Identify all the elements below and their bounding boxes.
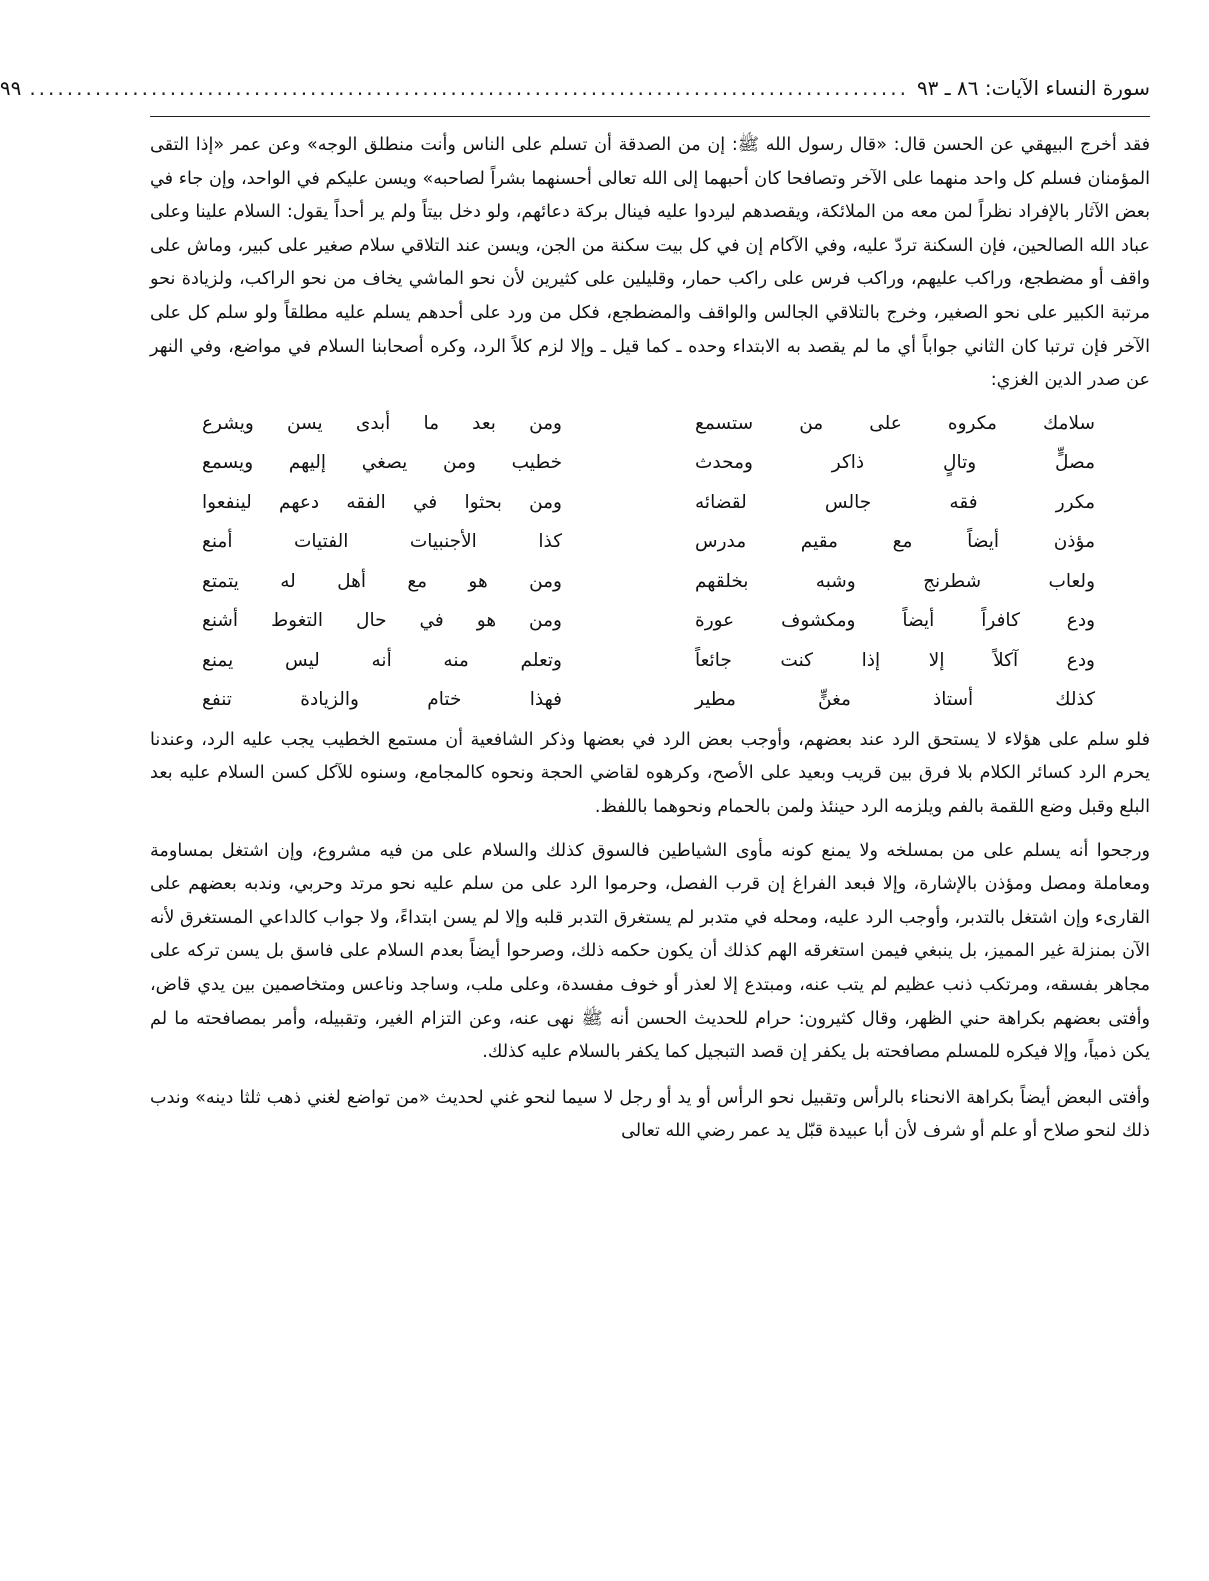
verse-first-hemistich: ودع كافراً أيضاً ومكشوف عورة [695,610,1095,632]
verse-first-hemistich: مؤذن أيضاً مع مقيم مدرس [695,531,1095,553]
verse-second-hemistich: كذا الأجنبيات الفتيات أمنع [202,531,562,553]
verse-second-hemistich: ومن بحثوا في الفقه دعهم لينفعوا [202,491,562,513]
verse-second-hemistich: فهذا ختام والزيادة تنفع [202,689,562,711]
verse-first-hemistich: سلامك مكروه على من ستسمع [695,412,1095,434]
verse-first-hemistich: مكرر فقه جالس لقضائه [695,491,1095,513]
verse-first-hemistich: ولعاب شطرنج وشبه بخلقهم [695,570,1095,592]
poem-verse [150,522,1150,562]
verse-second-hemistich: ومن هو مع أهل له يتمتع [202,570,562,592]
poem-block [150,404,1150,720]
intro-paragraph: فقد أخرج البيهقي عن الحسن قال: «قال رسول الله ﷺ: إن من الصدقة أن تسلم على الناس وأنت منطلق الوجه» وعن عمر «إذا التقى المؤمنان فسلم كل واحد منهما على الآخر وتصافحا كان أحبهما إلى الله تعالى أحسنهما بشراً لصاحبه» ويسن عليكم في الواحد، وإن جاء في بعض الآثار بالإفراد نظراً لمن معه من الملائكة، ويقصدهم ليردوا عليه فينال بركة دعائهم، ولو دخل بيتاً ولم ير أحداً يقول: السلام علينا وعلى عباد الله الصالحين، فإن السكنة تردّ عليه، وفي الآكام إن في كل بيت سكنة من الجن، ويسن عند التلاقي سلام صغير على كبير، وماش على واقف أو مضطجع، وراكب عليهم، وراكب فرس على راكب حمار، وقليلين على كثيرين لأن نحو الماشي يخاف من نحو الراكب، ولزيادة نحو مرتبة الكبير على نحو الصغير، وخرج بالتلاقي الجالس والواقف والمضطجع، فكل من ورد على أحدهم يسلم عليه مطلقاً ولو سلم كل على الآخر فإن ترتبا كان الثاني جواباً أي ما لم يقصد به الابتداء وحده ـ كما قيل ـ وإلا لزم كلاً الرد، وكره أصحابنا السلام في مواضع، وفي النهر عن صدر الدين الغزي: [150,135,1150,391]
running-title: سورة النساء الآيات: ٨٦ ـ ٩٣ [916,76,1150,100]
poem-verse [150,562,1150,602]
poem-verse [150,601,1150,641]
verse-second-hemistich: ومن هو في حال التغوط أشنع [202,610,562,632]
poem-verse [150,443,1150,483]
rajjahu-paragraph: ورجحوا أنه يسلم على من بمسلخه ولا يمنع كونه مأوى الشياطين فالسوق كذلك والسلام على من فيه مشروع، وإن اشتغل بمساومة ومعاملة ومصل ومؤذن بالإشارة، وإلا فبعد الفراغ إن قرب الفصل، وحرموا الرد على من سلم عليه نحو مرتد وحربي، وندبه بعضهم على القارىء وإن اشتغل بالتدبر، وأوجب الرد عليه، ومحله في متدبر لم يستغرق التدبر قلبه وإلا لم يسن ابتداءً، ولا جواب كالداعي المستغرق لأنه الآن بمنزلة غير المميز، بل ينبغي فيمن استغرقه الهم كذلك أن يكون حكمه ذلك، وصرحوا أيضاً بعدم السلام على فاسق بل يسن تركه على مجاهر بفسقه، ومرتكب ذنب عظيم لم يتب عنه، ومبتدع إلا لعذر أو خوف مفسدة، وعلى ملب، وساجد وناعس ومتخاصمين بين يدي قاض، وأفتى بعضهم بكراهة حني الظهر، وقال كثيرون: حرام للحديث الحسن أنه ﷺ نهى عنه، وعن التزام الغير، وتقبيله، وأمر بمصافحته ما لم يكن ذمياً، وإلا فيكره للمسلم مصافحته بل يكفر إن قصد التبجيل كما يكفر بالسلام عليه كذلك. [150,840,1150,1063]
poem-verse [150,680,1150,720]
poem-verse [150,641,1150,681]
afta-paragraph: وأفتى البعض أيضاً بكراهة الانحناء بالرأس وتقبيل نحو الرأس أو يد أو رجل لا سيما لنحو غني لحديث «من تواضع لغني ذهب ثلثا دينه» وندب ذلك لنحو صلاح أو علم أو شرف لأن أبا عبيدة قبّل يد عمر رضي الله تعالى [150,1087,1150,1142]
after-poem-paragraph: فلو سلم على هؤلاء لا يستحق الرد عند بعضهم، وأوجب بعض الرد في بعضها وذكر الشافعية أن مستمع الخطيب يجب عليه الرد، وعندنا يحرم الرد كسائر الكلام بلا فرق بين قريب وبعيد على الأصح، وكرهوه لقاضي الحجة ونحوه كالمجامع، وسنوه للآكل كسن السلام عليه بعد البلع وقبل وضع اللقمة بالفم ويلزمه الرد حينئذ ولمن بالحمام ونحوهما باللفظ. [150,729,1150,817]
verse-second-hemistich: وتعلم منه أنه ليس يمنع [202,649,562,671]
verse-first-hemistich: مصلٍّ وتالٍ ذاكر ومحدث [695,452,1095,474]
leader-dots: .............................................................................................. [29,76,909,100]
verse-second-hemistich: ومن بعد ما أبدى يسن ويشرع [202,412,562,434]
book-page [0,76,1150,1556]
verse-first-hemistich: كذلك أستاذ مغنٍّ مطير [695,689,1095,711]
poem-verse [150,404,1150,444]
page-header [0,76,1150,117]
page-number: ٩٩ [0,76,22,100]
verse-first-hemistich: ودع آكلاً إلا إذا كنت جائعاً [695,649,1095,671]
verse-second-hemistich: خطيب ومن يصغي إليهم ويسمع [202,452,562,474]
poem-verse [150,483,1150,523]
